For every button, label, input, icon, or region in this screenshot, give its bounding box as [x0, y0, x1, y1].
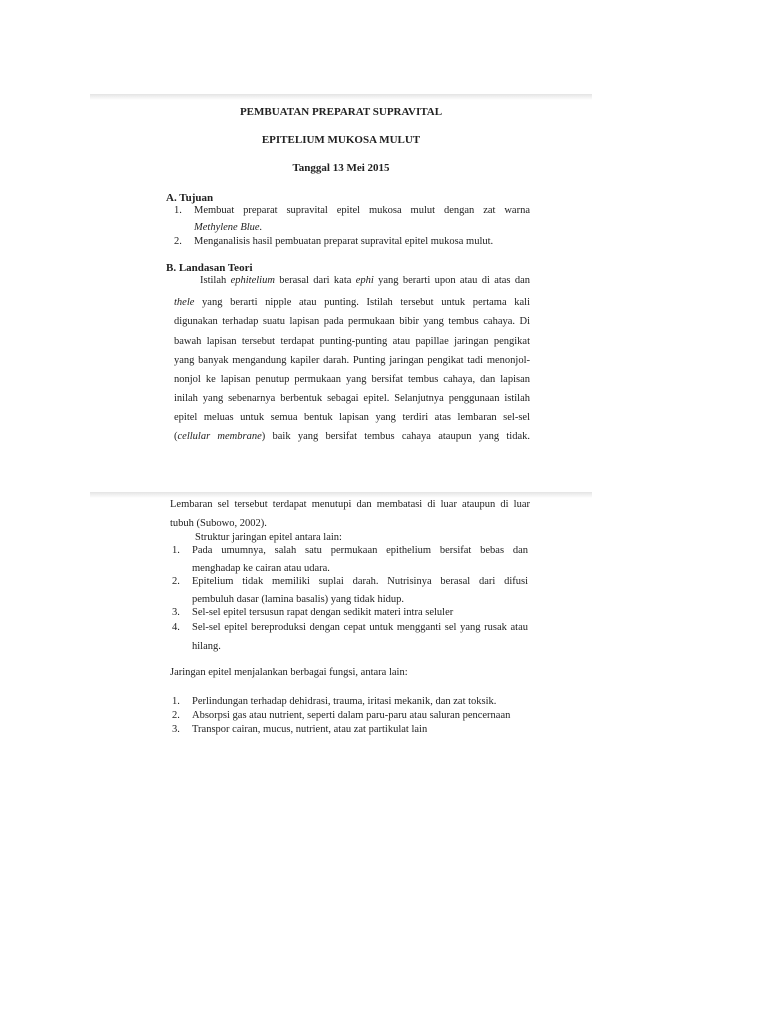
functions-intro: Jaringan epitel menjalankan berbagai fungsi, antara lain: — [170, 667, 408, 678]
paragraph-line: epitel meluas untuk semua bentuk lapisan yang terdiri atas lembaran sel-sel — [174, 412, 530, 423]
list-item: Menganalisis hasil pembuatan preparat supravital epitel mukosa mulut. — [194, 236, 494, 247]
document-title: PEMBUATAN PREPARAT SUPRAVITAL — [239, 106, 443, 118]
list-item: Epitelium tidak memiliki suplai darah. Nutrisinya berasal dari difusi — [192, 576, 528, 587]
paragraph-line: bawah lapisan tersebut terdapat punting-punting atau papillae jaringan pengikat — [174, 336, 530, 347]
paragraph-line: Istilah ephitelium berasal dari kata ephi yang berarti upon atau di atas dan — [200, 275, 531, 286]
list-item-continuation: pembuluh dasar (lamina basalis) yang tidak hidup. — [192, 594, 404, 605]
section-b-heading: B. Landasan Teori — [166, 262, 253, 274]
section-a-heading: A. Tujuan — [166, 192, 214, 204]
paragraph-line: Lembaran sel tersebut terdapat menutupi dan membatasi di luar ataupun di luar — [170, 499, 530, 510]
paragraph-line: (cellular membrane) baik yang bersifat tembus cahaya ataupun yang tidak. — [174, 431, 531, 442]
document-date: Tanggal 13 Mei 2015 — [292, 162, 390, 174]
list-item-continuation: hilang. — [192, 641, 221, 652]
list-item: Membuat preparat supravital epitel mukosa mulut dengan zat warna — [194, 205, 530, 216]
list-number: 2. — [174, 236, 182, 247]
list-number: 2. — [172, 710, 180, 721]
paragraph-line: inilah yang sebenarnya berbentuk sebagai epitel. Selanjutnya penggunaan istilah — [174, 393, 530, 404]
paragraph-line: nonjol ke lapisan penutup permukaan yang bersifat tembus cahaya, dan lapisan — [174, 374, 530, 385]
structure-intro: Struktur jaringan epitel antara lain: — [195, 532, 342, 543]
list-number: 1. — [172, 545, 180, 556]
list-item: Perlindungan terhadap dehidrasi, trauma, iritasi mekanik, dan zat toksik. — [192, 696, 497, 707]
list-number: 1. — [172, 696, 180, 707]
list-number: 2. — [172, 576, 180, 587]
paragraph-line: yang banyak mengandung kapiler darah. Punting jaringan pengikat tadi menonjol- — [174, 355, 530, 366]
list-item: Transpor cairan, mucus, nutrient, atau zat partikulat lain — [192, 724, 428, 735]
document-page-2 — [90, 492, 592, 752]
page-edge-shadow — [90, 94, 592, 100]
list-item: Absorpsi gas atau nutrient, seperti dalam paru-paru atau saluran pencernaan — [192, 710, 511, 721]
paragraph-line: digunakan terhadap suatu lapisan pada permukaan bibir yang tembus cahaya. Di — [174, 316, 530, 327]
page-edge-shadow — [90, 492, 592, 498]
list-number: 3. — [172, 724, 180, 735]
paragraph-line: tubuh (Subowo, 2002). — [170, 518, 267, 529]
document-subtitle: EPITELIUM MUKOSA MULUT — [261, 134, 421, 146]
list-number: 3. — [172, 607, 180, 618]
list-number: 1. — [174, 205, 182, 216]
paragraph-line: thele yang berarti nipple atau punting. Istilah tersebut untuk pertama kali — [174, 297, 530, 308]
list-number: 4. — [172, 622, 180, 633]
list-item: Pada umumnya, salah satu permukaan epithelium bersifat bebas dan — [192, 545, 528, 556]
list-item: Sel-sel epitel bereproduksi dengan cepat untuk mengganti sel yang rusak atau — [192, 622, 528, 633]
list-item-continuation: menghadap ke cairan atau udara. — [192, 563, 330, 574]
list-item-continuation: Methylene Blue. — [194, 222, 263, 233]
document-page-1 — [90, 94, 592, 454]
list-item: Sel-sel epitel tersusun rapat dengan sedikit materi intra seluler — [192, 607, 454, 618]
